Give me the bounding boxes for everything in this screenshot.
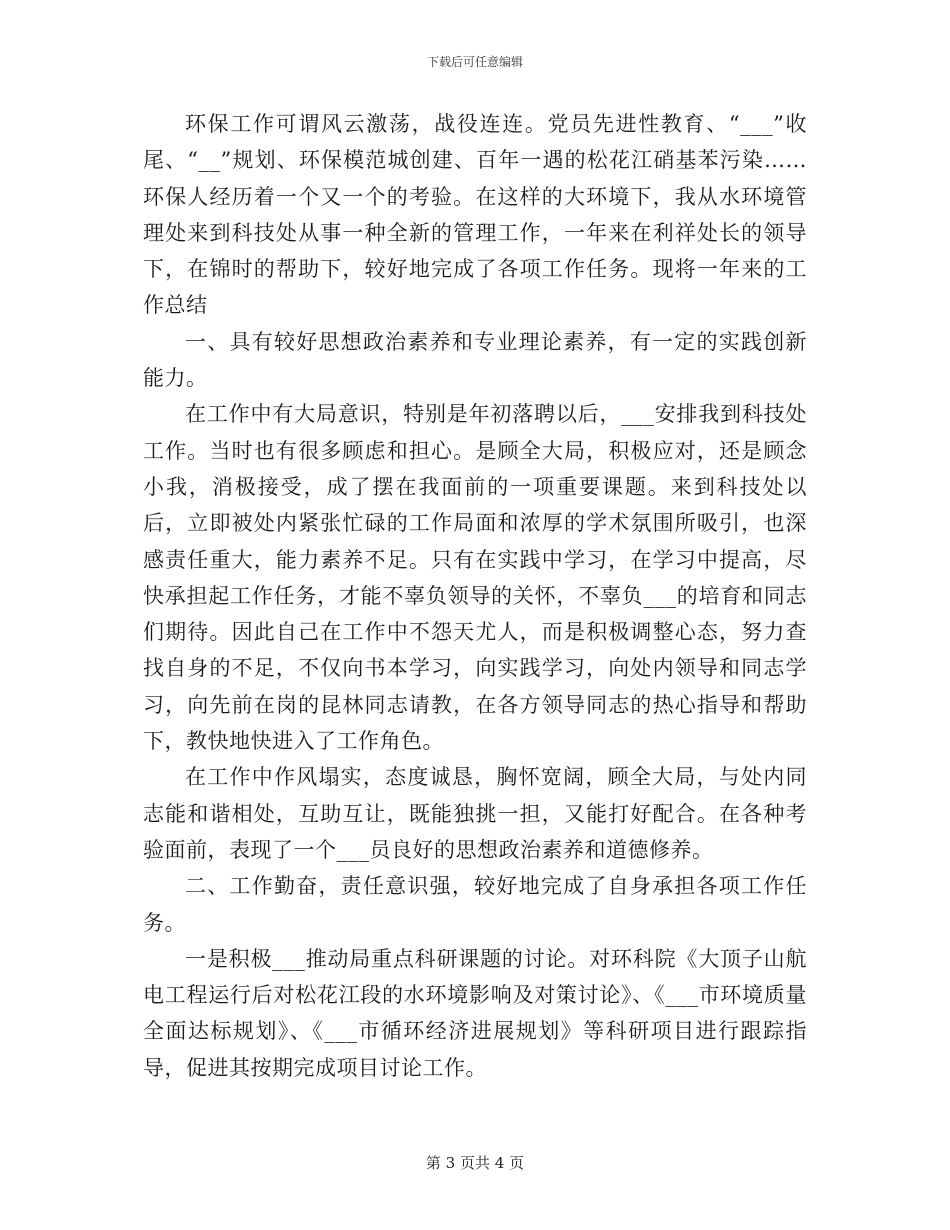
paragraph-overall-view: 在工作中有大局意识，特别是年初落聘以后，___安排我到科技处工作。当时也有很多顾虑和担心。是顾全大局，积极应对，还是顾念小我，消极接受，成了摆在我面前的一项重要课题。来到科技处以后，立即被处内紧张忙碌的工作局面和浓厚的学术氛围所吸引，也深感责任重大，能力素养不足。只有在实践中学习，在学习中提高，尽快承担起工作任务，才能不辜负领导的关怀，不辜负___的培育和同志们期待。因此自己在工作中不怨天尤人，而是积极调整心态，努力查找自身的不足，不仅向书本学习，向实践学习，向处内领导和同志学习，向先前在岗的昆林同志请教，在各方领导同志的热心指导和帮助下，教快地快进入了工作角色。 [143, 402, 807, 754]
paragraph-research-projects: 一是积极___推动局重点科研课题的讨论。对环科院《大顶子山航电工程运行后对松花江段的水环境影响及对策讨论》、《___市环境质量全面达标规划》、《___市循环经济进展规划》等科研项目进行跟踪指导，促进其按期完成项目讨论工作。 [143, 946, 807, 1080]
paragraph-heading-one: 一、具有较好思想政治素养和专业理论素养，有一定的实践创新能力。 [143, 329, 807, 391]
page-header: 下载后可任意编辑 [426, 55, 523, 69]
paragraph-heading-two: 二、工作勤奋，责任意识强，较好地完成了自身承担各项工作任务。 [143, 874, 807, 935]
page-number: 第 3 页共 4 页 [425, 1154, 525, 1172]
paragraph-work-style: 在工作中作风塌实，态度诚恳，胸怀宽阔，顾全大局，与处内同志能和谐相处，互助互让，既能独挑一担，又能打好配合。在各种考验面前，表现了一个___员良好的思想政治素养和道德修养。 [143, 765, 807, 862]
document-body [143, 106, 807, 1086]
paragraph-intro: 环保工作可谓风云激荡，战役连连。党员先进性教育、“___”收尾、“__”规划、环保模范城创建、百年一遇的松花江硝基苯污染……环保人经历着一个又一个的考验。在这样的大环境下，我从水环境管理处来到科技处从事一种全新的管理工作，一年来在利祥处长的领导下，在锦时的帮助下，较好地完成了各项工作任务。现将一年来的工作总结 [143, 112, 807, 318]
